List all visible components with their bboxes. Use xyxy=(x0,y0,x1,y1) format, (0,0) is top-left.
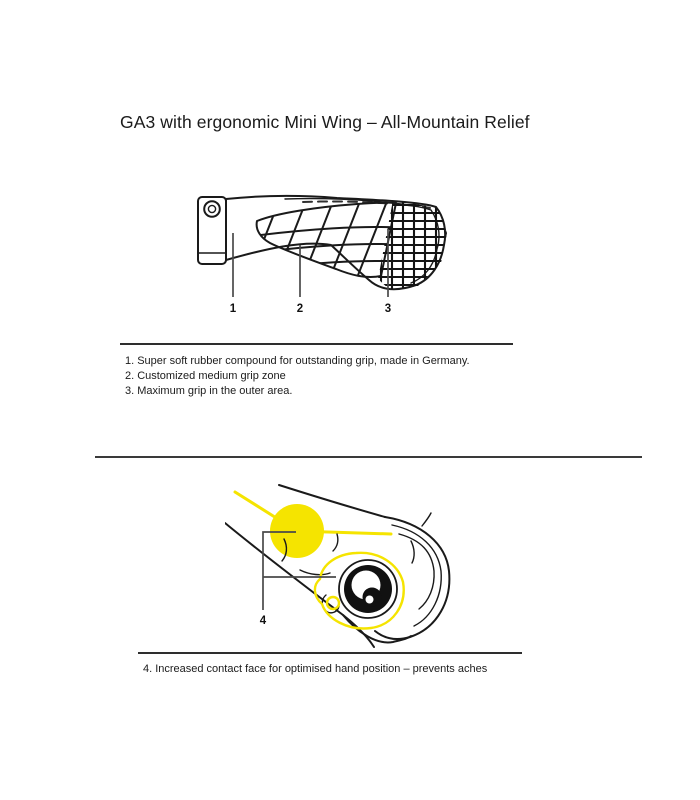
callout-label-2: 2 xyxy=(296,303,304,315)
grip-illustration xyxy=(185,183,470,323)
divider-top xyxy=(120,343,513,345)
callout-label-1: 1 xyxy=(229,303,237,315)
feature-number: 3. xyxy=(125,385,135,397)
divider-middle xyxy=(95,456,642,458)
caption-number: 4. xyxy=(143,663,153,675)
feature-item-3 xyxy=(125,384,470,399)
hand-caption xyxy=(143,663,487,675)
feature-number: 1. xyxy=(125,355,135,367)
callout-label-4: 4 xyxy=(259,615,267,627)
feature-text: Customized medium grip zone xyxy=(137,370,286,382)
handlebar-cross-section xyxy=(339,560,397,618)
feature-text: Maximum grip in the outer area. xyxy=(137,385,293,397)
caption-text: Increased contact face for optimised hand position – prevents aches xyxy=(155,663,488,675)
feature-item-2 xyxy=(125,369,470,384)
callout-label-3: 3 xyxy=(384,303,392,315)
divider-bottom xyxy=(138,652,522,654)
grip-body-outline xyxy=(226,196,445,289)
feature-list xyxy=(125,354,470,399)
feature-text: Super soft rubber compound for outstanding grip, made in Germany. xyxy=(137,355,470,367)
grip-clamp xyxy=(198,197,226,264)
page-title: GA3 with ergonomic Mini Wing – All-Mountain Relief xyxy=(120,112,530,132)
feature-item-1 xyxy=(125,354,470,369)
hand-illustration xyxy=(225,478,485,650)
feature-number: 2. xyxy=(125,370,135,382)
